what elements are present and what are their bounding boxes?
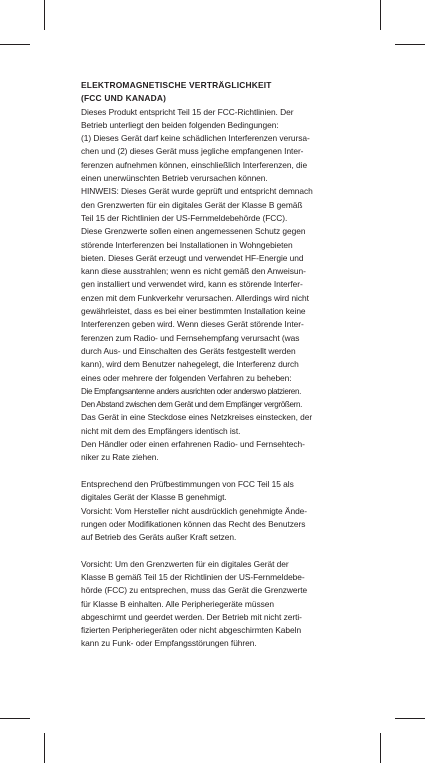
text-line: einen unerwünschten Betrieb verursachen können. bbox=[81, 173, 268, 184]
text-line: abgeschirmt und geerdet werden. Der Betrieb mit nicht zerti- bbox=[81, 611, 302, 622]
text-line: den Grenzwerten für ein digitales Gerät der Klasse B gemäß bbox=[81, 199, 303, 210]
text-line: enzen mit dem Funkverkehr verursachen. Allerdings wird nicht bbox=[81, 292, 309, 303]
text-line: Klasse B gemäß Teil 15 der Richtlinien der US-Fernmeldebe- bbox=[81, 571, 305, 582]
text-line: bieten. Dieses Gerät erzeugt und verwendet HF-Energie und bbox=[81, 252, 304, 263]
text-line: ferenzen aufnehmen können, einschließlich Interferenzen, die bbox=[81, 159, 308, 170]
text-line: Diese Grenzwerte sollen einen angemessenen Schutz gegen bbox=[81, 226, 306, 237]
text-line: hörde (FCC) zu entsprechen, muss das Gerät die Grenzwerte bbox=[81, 585, 308, 596]
text-line: gewährleistet, dass es bei einer bestimmten Installation keine bbox=[81, 306, 306, 317]
crop-mark-bottom-left-horizontal bbox=[0, 718, 30, 719]
text-line: ferenzen zum Radio- und Fernsehempfang verursacht (was bbox=[81, 332, 300, 343]
text-line: kann diese ausstrahlen; wenn es nicht gemäß den Anweisun- bbox=[81, 266, 306, 277]
text-line: kann zu Funk- oder Empfangsstörungen führen. bbox=[81, 638, 257, 649]
fcc-statement-paragraph bbox=[81, 106, 351, 465]
heading-line: (FCC UND KANADA) bbox=[81, 93, 167, 104]
text-line: gen installiert und verwendet wird, kann es störende Interfer- bbox=[81, 279, 303, 290]
text-line: eines oder mehrere der folgenden Verfahren zu beheben: bbox=[81, 372, 292, 383]
crop-mark-bottom-right-horizontal bbox=[395, 718, 425, 719]
text-line: Vorsicht: Vom Hersteller nicht ausdrücklich genehmigte Ände- bbox=[81, 505, 308, 516]
text-line: störende Interferenzen bei Installationen in Wohngebieten bbox=[81, 239, 293, 250]
text-line: Teil 15 der Richtlinien der US-Fernmeldebehörde (FCC). bbox=[81, 212, 288, 223]
text-line: durch Aus- und Einschalten des Geräts festgestellt werden bbox=[81, 345, 296, 356]
caution-paragraph bbox=[81, 558, 351, 651]
text-line: Interferenzen geben wird. Wenn dieses Gerät störende Inter- bbox=[81, 319, 304, 330]
section-heading bbox=[81, 79, 351, 106]
text-line: Den Abstand zwischen dem Gerät und dem Empfänger vergrößern. bbox=[81, 400, 303, 410]
text-line: rungen oder Modifikationen können das Recht des Benutzers bbox=[81, 518, 306, 529]
text-line: fizierten Peripheriegeräten oder nicht abgeschirmten Kabeln bbox=[81, 625, 302, 636]
text-line: kann), wird dem Benutzer nahegelegt, die Interferenz durch bbox=[81, 359, 299, 370]
text-line: nicht mit dem des Empfängers identisch ist. bbox=[81, 425, 241, 436]
crop-mark-bottom-right-vertical bbox=[380, 733, 381, 763]
text-line: Dieses Produkt entspricht Teil 15 der FCC-Richtlinien. Der bbox=[81, 106, 294, 117]
text-line: Das Gerät in eine Steckdose eines Netzkreises einstecken, der bbox=[81, 412, 313, 423]
text-line: (1) Dieses Gerät darf keine schädlichen Interferenzen verursa- bbox=[81, 133, 310, 144]
text-line: HINWEIS: Dieses Gerät wurde geprüft und entspricht demnach bbox=[81, 186, 313, 197]
text-line: niker zu Rate ziehen. bbox=[81, 452, 159, 463]
text-line: Betrieb unterliegt den beiden folgenden Bedingungen: bbox=[81, 119, 279, 130]
text-line: auf Betrieb des Geräts außer Kraft setzen. bbox=[81, 532, 237, 543]
heading-line: ELEKTROMAGNETISCHE VERTRÄGLICHKEIT bbox=[81, 80, 272, 90]
crop-mark-bottom-left-vertical bbox=[44, 733, 45, 763]
crop-mark-top-right-vertical bbox=[380, 0, 381, 30]
crop-mark-top-left-horizontal bbox=[0, 44, 30, 45]
text-line: für Klasse B einhalten. Alle Peripheriegeräte müssen bbox=[81, 598, 274, 609]
crop-mark-top-left-vertical bbox=[44, 0, 45, 30]
text-line: Den Händler oder einen erfahrenen Radio- und Fernsehtech- bbox=[81, 439, 305, 450]
paragraph-spacer bbox=[81, 544, 351, 557]
text-line: Entsprechend den Prüfbestimmungen von FCC Teil 15 als bbox=[81, 478, 294, 489]
approval-paragraph bbox=[81, 478, 351, 544]
text-line: Die Empfangsantenne anders ausrichten oder anderswo platzieren. bbox=[81, 386, 302, 396]
emc-notice bbox=[81, 79, 351, 651]
text-line: chen und (2) dieses Gerät muss jegliche empfangenen Inter- bbox=[81, 146, 304, 157]
paragraph-spacer bbox=[81, 465, 351, 478]
text-line: Vorsicht: Um den Grenzwerten für ein digitales Gerät der bbox=[81, 558, 289, 569]
crop-mark-top-right-horizontal bbox=[395, 44, 425, 45]
text-line: digitales Gerät der Klasse B genehmigt. bbox=[81, 492, 227, 503]
